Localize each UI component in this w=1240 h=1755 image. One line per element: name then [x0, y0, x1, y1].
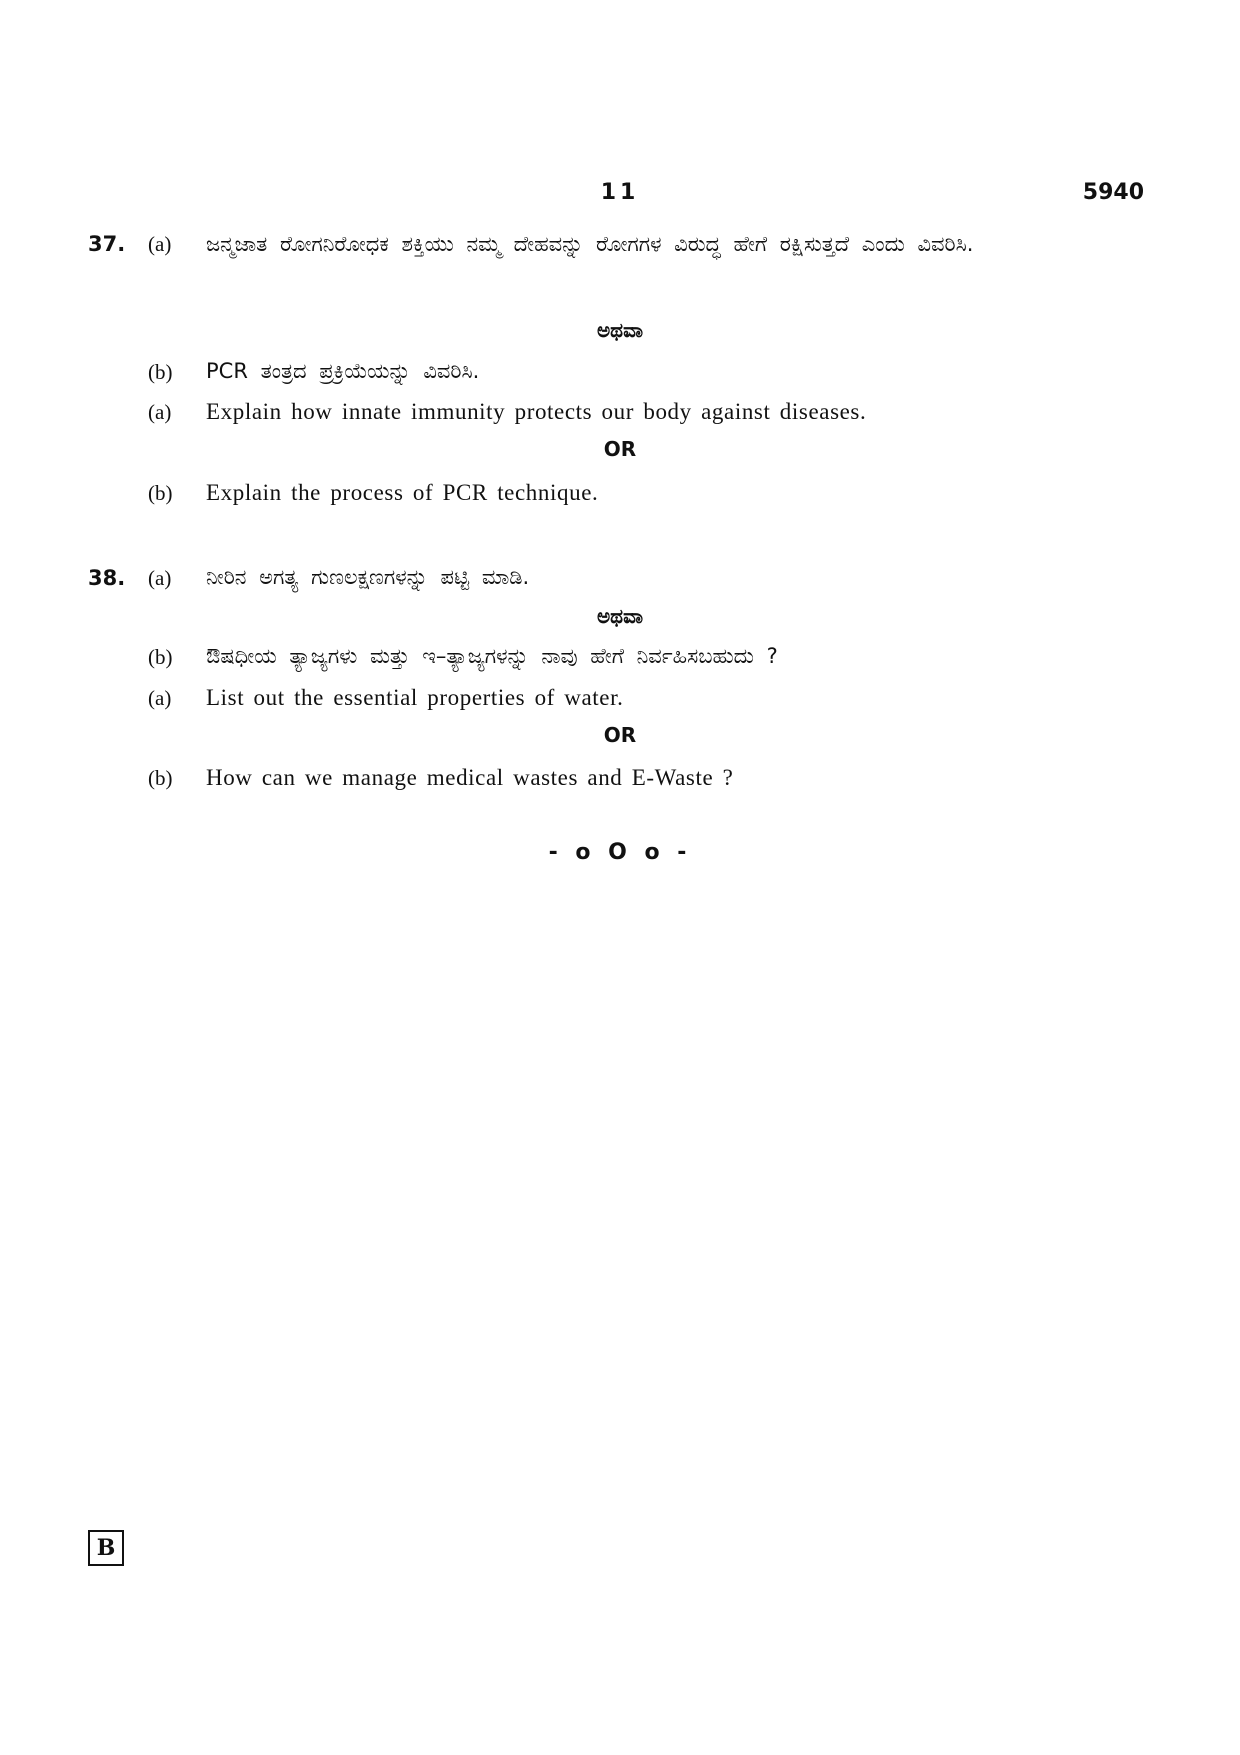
booklet-version-box: B: [88, 1530, 124, 1566]
question-number: 37.: [88, 232, 126, 256]
kannada-question-text: ನೀರಿನ ಅಗತ್ಯ ಗುಣಲಕ್ಷಣಗಳನ್ನು ಪಟ್ಟಿ ಮಾಡಿ.: [206, 565, 530, 589]
option-label: (a): [148, 566, 172, 590]
question-number: 38.: [88, 566, 126, 590]
kannada-question-text: ಜನ್ಮಜಾತ ರೋಗನಿರೋಧಕ ಶಕ್ತಿಯು ನಮ್ಮ ದೇಹವನ್ನು ರೋಗಗಳ ವಿರುದ್ಧ ಹೇಗೆ ರಕ್ಷಿಸುತ್ತದೆ ಎಂದು ವಿವರಿಸಿ.: [206, 232, 974, 256]
kannada-question-text: PCR ತಂತ್ರದ ಪ್ರಕ್ರಿಯೆಯನ್ನು ವಿವರಿಸಿ.: [206, 359, 480, 383]
or-divider-english: OR: [603, 437, 637, 461]
english-question-text: List out the essential properties of water.: [206, 685, 624, 710]
end-of-paper-mark: - o O o -: [548, 840, 692, 865]
or-divider-kannada: ಅಥವಾ: [597, 318, 643, 342]
english-question-text: Explain the process of PCR technique.: [206, 480, 599, 505]
option-label: (b): [148, 481, 173, 505]
option-label: (b): [148, 766, 173, 790]
paper-code: 5940: [1082, 180, 1144, 205]
option-label: (a): [148, 232, 172, 256]
option-label: (b): [148, 645, 173, 669]
kannada-question-text: ಔಷಧೀಯ ತ್ಯಾಜ್ಯಗಳು ಮತ್ತು ಇ–ತ್ಯಾಜ್ಯಗಳನ್ನು ನಾವು ಹೇಗೆ ನಿರ್ವಹಿಸಬಹುದು ?: [206, 644, 778, 668]
english-question-text: Explain how innate immunity protects our body against diseases.: [206, 399, 867, 424]
or-divider-kannada: ಅಥವಾ: [597, 604, 643, 628]
page-number: 11: [600, 180, 640, 205]
or-divider-english: OR: [603, 723, 637, 747]
option-label: (b): [148, 360, 173, 384]
english-question-text: How can we manage medical wastes and E-Waste ?: [206, 765, 734, 790]
option-label: (a): [148, 400, 172, 424]
option-label: (a): [148, 686, 172, 710]
